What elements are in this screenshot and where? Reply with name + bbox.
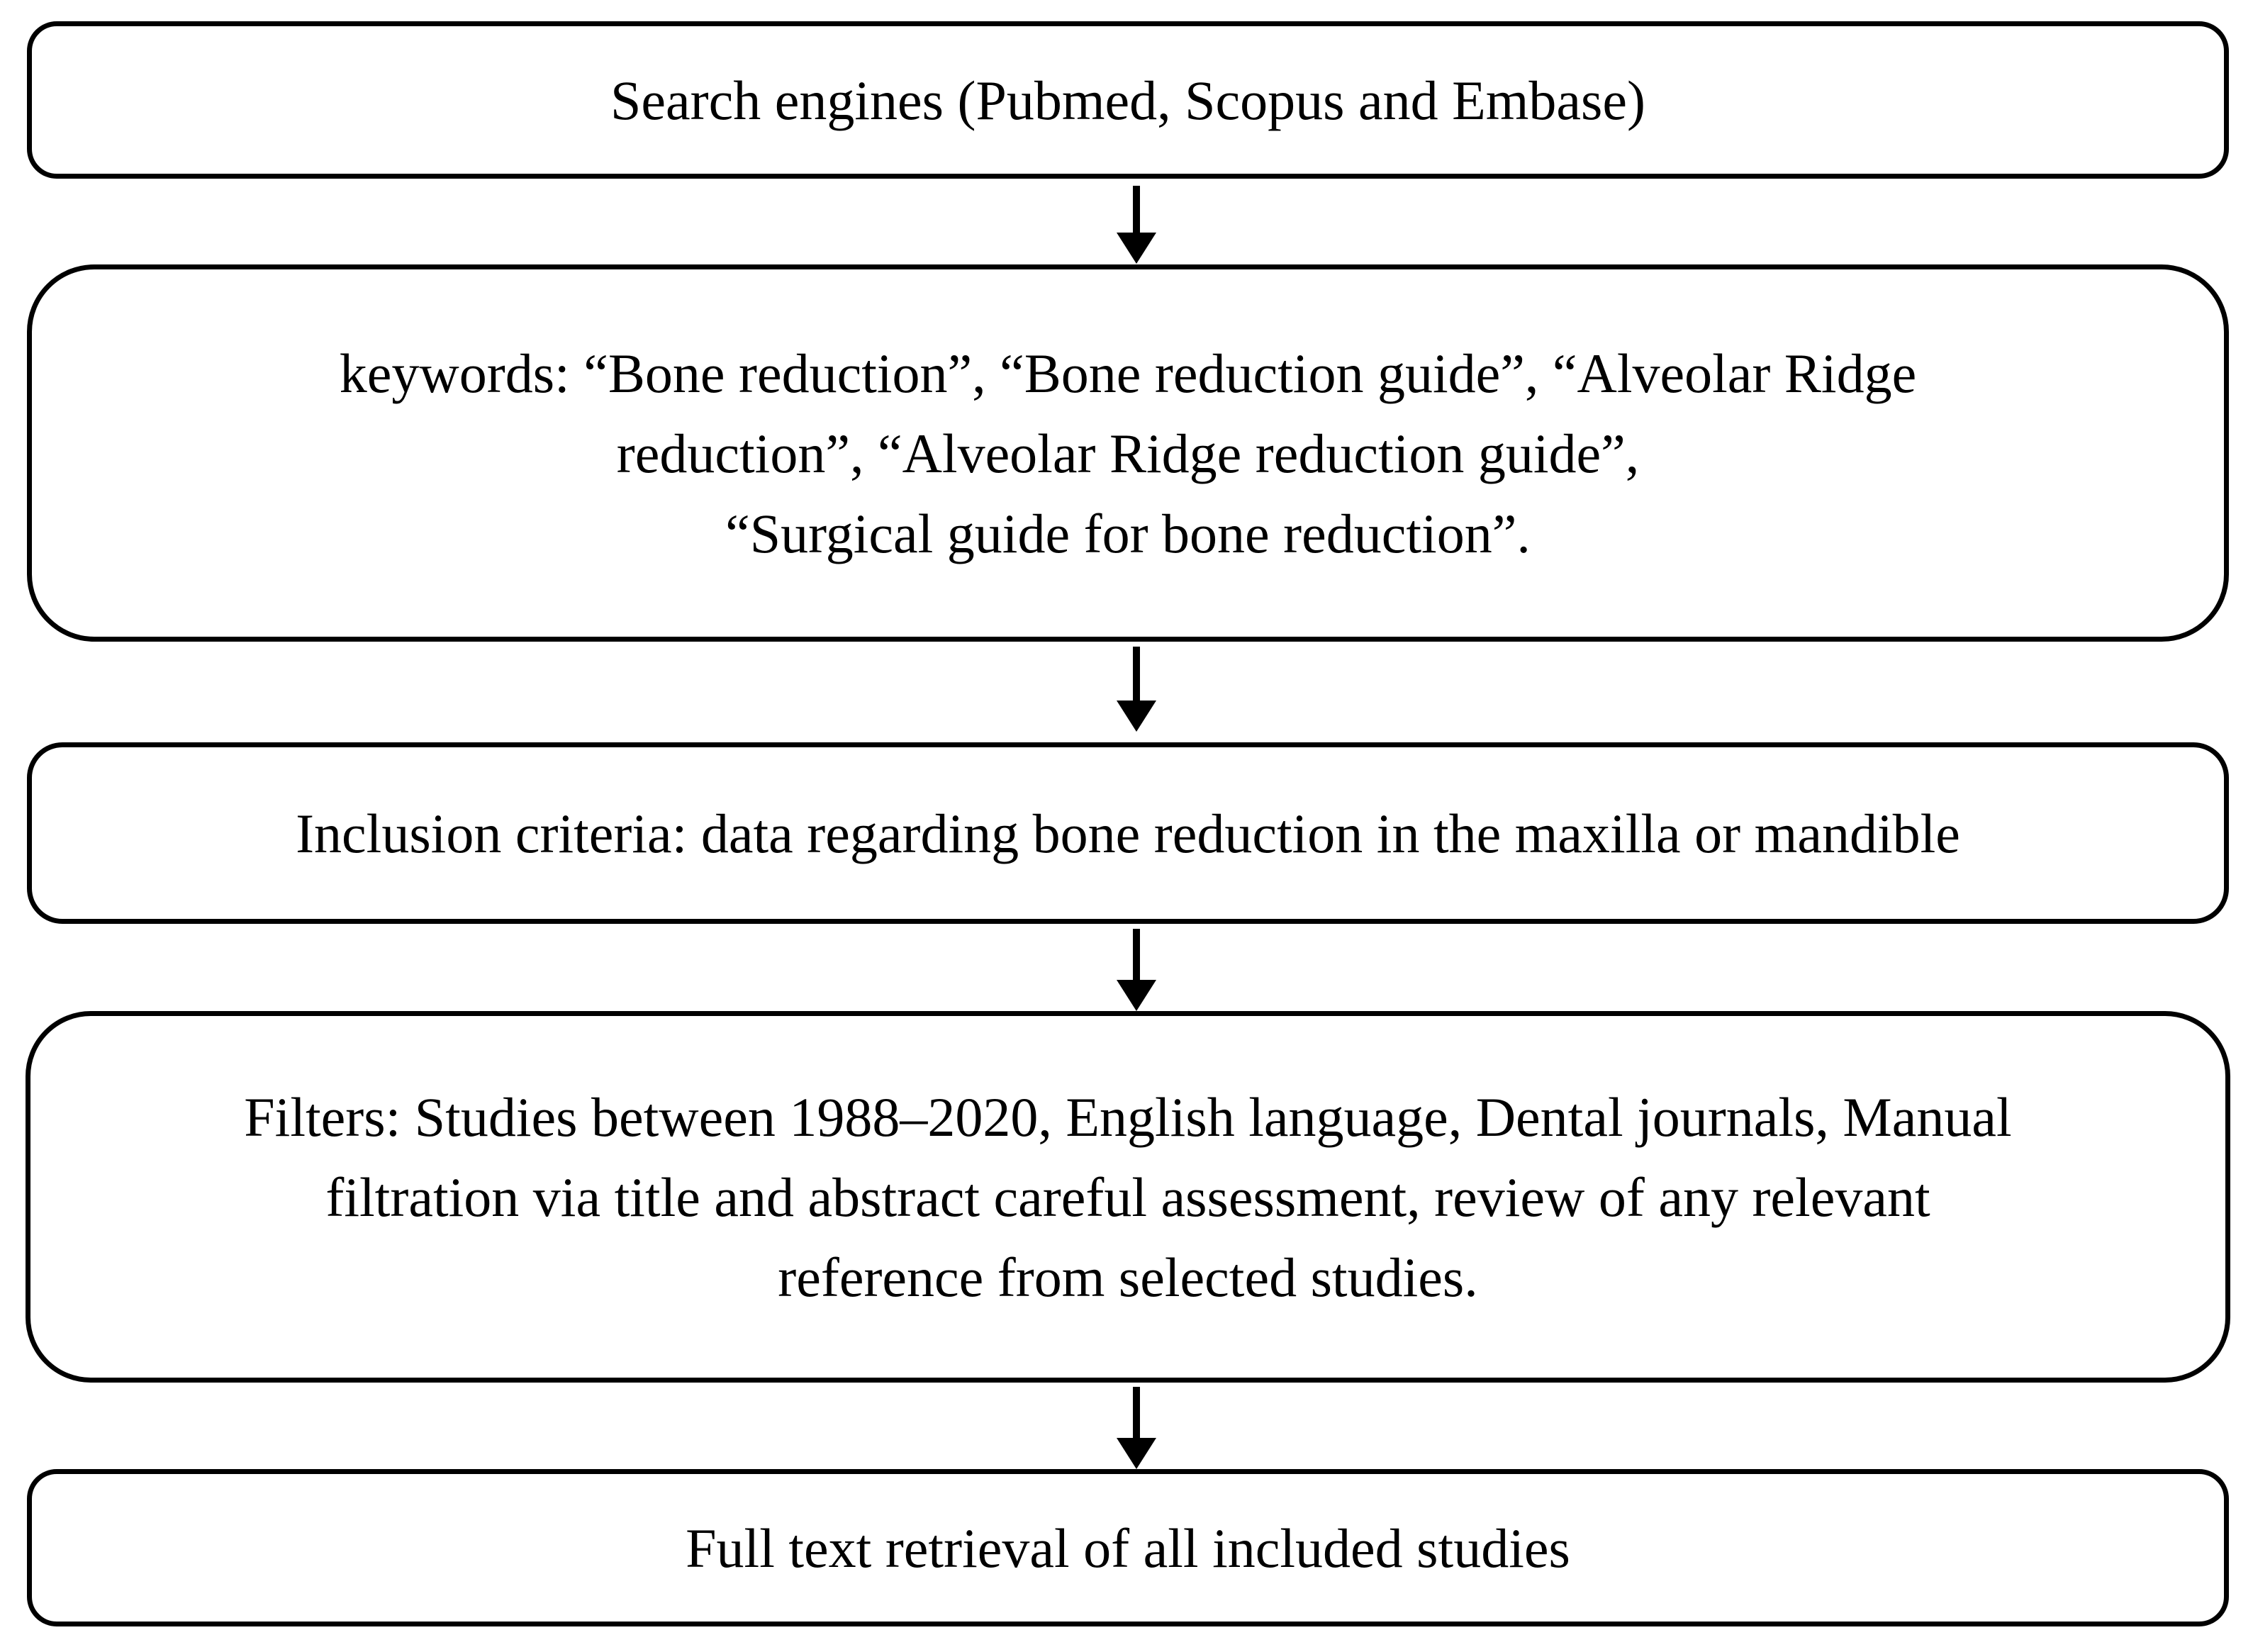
step-text-line: reference from selected studies. — [778, 1246, 1478, 1308]
step-text-line: Filters: Studies between 1988–2020, English language, Dental journals, Manual — [244, 1085, 2012, 1148]
step-keywords — [27, 264, 2229, 642]
step-text-line: filtration via title and abstract careful assessment, review of any relevant — [325, 1166, 1930, 1228]
step-text-line: Search engines (Pubmed, Scopus and Embase) — [610, 69, 1645, 131]
step-text-line: “Surgical guide for bone reduction”. — [725, 502, 1531, 564]
down-arrow-icon — [1101, 1387, 1172, 1469]
step-full-text-retrieval — [27, 1469, 2229, 1626]
step-inclusion-criteria — [27, 742, 2229, 924]
step-text-line: reduction”, “Alveolar Ridge reduction guide”, — [616, 422, 1640, 484]
step-filters — [26, 1011, 2230, 1383]
down-arrow-icon — [1101, 929, 1172, 1011]
step-text-line: Full text retrieval of all included studies — [686, 1517, 1570, 1579]
down-arrow-icon — [1101, 186, 1172, 264]
step-text-line: Inclusion criteria: data regarding bone reduction in the maxilla or mandible — [296, 802, 1960, 864]
step-search-engines — [27, 21, 2229, 179]
down-arrow-icon — [1101, 647, 1172, 732]
step-text-line: keywords: “Bone reduction”, “Bone reduction guide”, “Alveolar Ridge — [339, 342, 1917, 404]
